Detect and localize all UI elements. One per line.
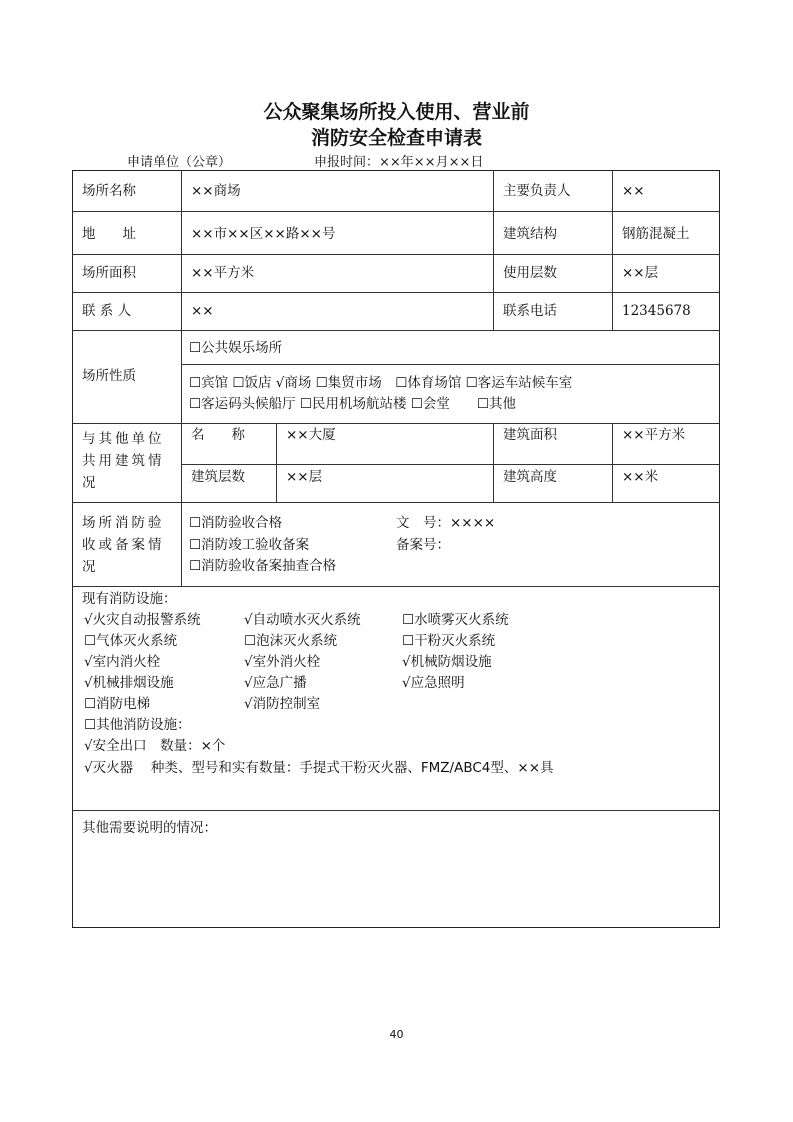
place-nature-label: 场所性质: [82, 368, 136, 384]
acceptance-label-2: 收或备案情: [82, 537, 165, 553]
nature-options-line1[interactable]: ☐宾馆 ☐饭店 √商场 ☐集贸市场 ☐体育场馆 ☐客运车站候车室: [189, 375, 573, 391]
shared-area-value: ××平方米: [622, 427, 686, 443]
row-divider: [72, 292, 720, 293]
row-divider: [181, 464, 720, 465]
nature-options-line2[interactable]: ☐客运码头候船厅 ☐民用机场航站楼 ☐会堂 ☐其他: [189, 396, 516, 412]
facility-smoke-exhaust[interactable]: √机械排烟设施: [84, 675, 174, 691]
facility-fire-elevator[interactable]: ☐消防电梯: [84, 696, 151, 712]
contact-value: ××: [191, 303, 214, 319]
column-divider: [276, 423, 277, 502]
facility-control-room[interactable]: √消防控制室: [244, 696, 321, 712]
row-divider: [72, 586, 720, 587]
area-value: ××平方米: [191, 265, 255, 281]
row-divider: [72, 810, 720, 811]
facility-indoor-hydrant[interactable]: √室内消火栓: [84, 654, 161, 670]
shared-building-label-3: 况: [82, 475, 96, 491]
page-number: 40: [389, 1028, 404, 1041]
document-title-line2: 消防安全检查申请表: [310, 127, 482, 149]
acceptance-option-filed[interactable]: ☐消防竣工验收备案: [189, 537, 310, 553]
facilities-heading: 现有消防设施：: [82, 591, 177, 607]
shared-name-label: 名 称: [191, 427, 245, 443]
place-name-value: ××商场: [191, 183, 241, 199]
facility-emergency-broadcast[interactable]: √应急广播: [244, 675, 307, 691]
floors-value: ××层: [622, 265, 659, 281]
shared-floors-value: ××层: [286, 469, 323, 485]
column-divider: [181, 170, 182, 586]
facility-safety-exits[interactable]: √安全出口 数量：×个: [84, 738, 226, 754]
area-label: 场所面积: [82, 265, 136, 281]
manager-label: 主要负责人: [503, 183, 571, 199]
document-number: 文 号：××××: [396, 515, 496, 531]
facility-foam-extinguishing[interactable]: ☐泡沫灭火系统: [244, 633, 338, 649]
facility-gas-extinguishing[interactable]: ☐气体灭火系统: [84, 633, 178, 649]
acceptance-label-3: 况: [82, 559, 96, 575]
phone-label: 联系电话: [503, 303, 557, 319]
address-label: 地 址: [82, 226, 136, 242]
floors-label: 使用层数: [503, 265, 557, 281]
facility-sprinkler[interactable]: √自动喷水灭火系统: [244, 612, 361, 628]
row-divider: [72, 330, 720, 331]
column-divider: [612, 423, 613, 502]
applicant-label: 申请单位（公章）: [127, 155, 232, 170]
facility-other[interactable]: ☐其他消防设施：: [84, 717, 191, 733]
document-title-line1: 公众聚集场所投入使用、营业前: [263, 101, 530, 123]
acceptance-option-passed[interactable]: ☐消防验收合格: [189, 515, 283, 531]
manager-value: ××: [622, 183, 645, 199]
phone-value: 12345678: [622, 303, 691, 319]
shared-area-label: 建筑面积: [503, 427, 557, 443]
facility-smoke-prevention[interactable]: √机械防烟设施: [402, 654, 492, 670]
shared-height-value: ××米: [622, 469, 659, 485]
contact-label: 联 系 人: [82, 303, 132, 319]
option-public-entertainment[interactable]: ☐公共娱乐场所: [189, 340, 283, 356]
row-divider: [181, 364, 720, 365]
acceptance-label-1: 场所消防验: [82, 515, 165, 531]
shared-floors-label: 建筑层数: [191, 469, 245, 485]
record-number: 备案号：: [396, 537, 450, 553]
address-value: ××市××区××路××号: [191, 226, 336, 242]
shared-name-value: ××大厦: [286, 427, 336, 443]
row-divider: [72, 423, 720, 424]
row-divider: [72, 254, 720, 255]
column-divider: [493, 170, 494, 330]
facility-dry-powder[interactable]: ☐干粉灭火系统: [402, 633, 496, 649]
shared-building-label-2: 共用建筑情: [82, 453, 165, 469]
facility-emergency-lighting[interactable]: √应急照明: [402, 675, 465, 691]
facility-water-mist[interactable]: ☐水喷雾灭火系统: [402, 612, 509, 628]
acceptance-option-spot-check[interactable]: ☐消防验收备案抽查合格: [189, 558, 337, 574]
facility-outdoor-hydrant[interactable]: √室外消火栓: [244, 654, 321, 670]
place-name-label: 场所名称: [82, 183, 136, 199]
row-divider: [72, 211, 720, 212]
column-divider: [612, 170, 613, 330]
column-divider: [493, 423, 494, 502]
shared-building-label-1: 与其他单位: [82, 431, 165, 447]
report-time: 申报时间：××年××月××日: [314, 155, 484, 170]
row-divider: [72, 502, 720, 503]
structure-value: 钢筋混凝土: [622, 226, 690, 242]
other-notes-label: 其他需要说明的情况：: [82, 820, 217, 836]
facility-extinguishers[interactable]: √灭火器 种类、型号和实有数量：手提式干粉灭火器、FMZ/ABC4型、××具: [84, 760, 554, 776]
shared-height-label: 建筑高度: [503, 469, 557, 485]
facility-fire-alarm[interactable]: √火灾自动报警系统: [84, 612, 201, 628]
structure-label: 建筑结构: [503, 226, 557, 242]
